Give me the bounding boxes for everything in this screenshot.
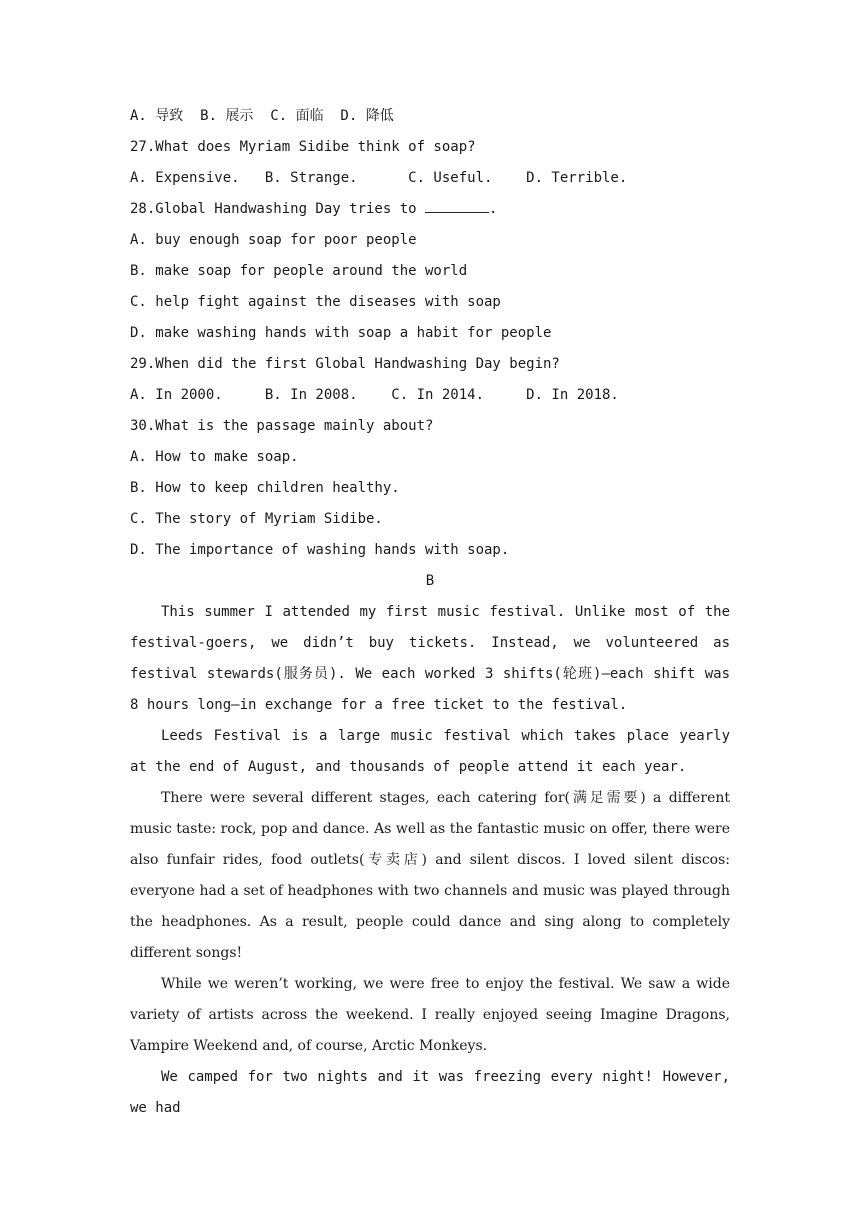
exam-page: [130, 101, 730, 1124]
q28-option-a: A. buy enough soap for poor people: [130, 232, 417, 248]
q28-stem-end: .: [489, 201, 498, 217]
section-title: B: [425, 573, 435, 589]
paragraph-2: Leeds Festival is a large music festival which takes place yearly at the end of August, and thousands of people attend it each year.: [130, 728, 730, 775]
paragraph-1: This summer I attended my first music festival. Unlike most of the festival-goers, we didn’t buy tickets. Instead, we volunteered as festival stewards(服务员). We each worked 3 shifts(轮班)—each shift was 8 hours long—in exchange for a free ticket to the festival.: [130, 604, 730, 713]
q27-options: A. Expensive. B. Strange. C. Useful. D. Terrible.: [130, 170, 628, 186]
paragraph-3: There were several different stages, each catering for(满足需要) a different music taste: rock, pop and dance. As well as the fantastic music on offer, there were also funfair rides, food outlets(专卖店) and silent discos. I loved silent discos: everyone had a set of headphones with two channels and music was played through the headphones. As a result, people could dance and sing along to completely different songs!: [130, 790, 730, 961]
q29-stem: 29.When did the first Global Handwashing Day begin?: [130, 356, 560, 372]
q30-option-d: D. The importance of washing hands with soap.: [130, 542, 510, 558]
paragraph-5: We camped for two nights and it was freezing every night! However, we had: [130, 1069, 730, 1116]
answer-blank: [425, 198, 489, 213]
q28-option-b: B. make soap for people around the world: [130, 263, 468, 279]
q28-stem: [130, 194, 730, 225]
q28-option-c: C. help fight against the diseases with soap: [130, 294, 501, 310]
q29-options: A. In 2000. B. In 2008. C. In 2014. D. In 2018.: [130, 387, 619, 403]
q30-option-a: A. How to make soap.: [130, 449, 299, 465]
q27-stem: 27.What does Myriam Sidibe think of soap?: [130, 139, 476, 155]
q30-stem: 30.What is the passage mainly about?: [130, 418, 434, 434]
paragraph-4: While we weren’t working, we were free to enjoy the festival. We saw a wide variety of artists across the weekend. I really enjoyed seeing Imagine Dragons, Vampire Weekend and, of course, Arctic Monkeys.: [130, 976, 730, 1054]
q30-option-c: C. The story of Myriam Sidibe.: [130, 511, 383, 527]
q30-option-b: B. How to keep children healthy.: [130, 480, 400, 496]
q26-options: A. 导致 B. 展示 C. 面临 D. 降低: [130, 108, 394, 124]
q28-stem-text: 28.Global Handwashing Day tries to: [130, 201, 426, 217]
q28-option-d: D. make washing hands with soap a habit for people: [130, 325, 552, 341]
